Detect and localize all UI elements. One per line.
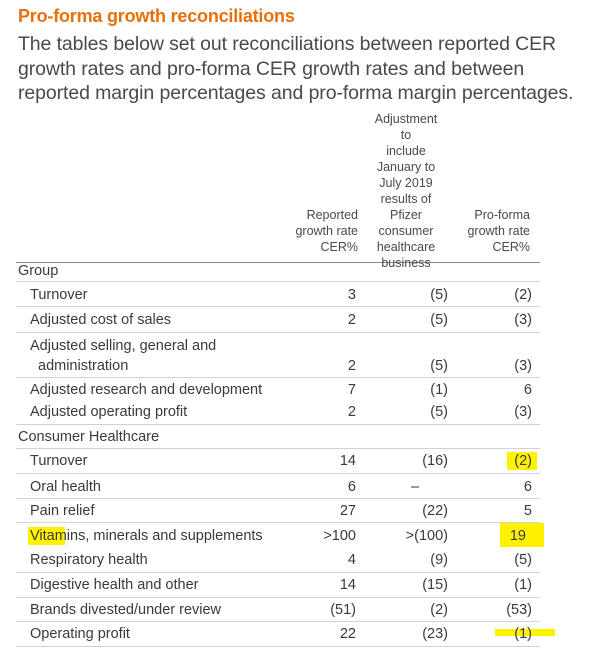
section-title: Pro-forma growth reconciliations	[18, 6, 295, 26]
row-divider	[16, 448, 540, 449]
header-divider	[16, 262, 540, 263]
row-divider	[16, 377, 540, 378]
col-header-reported: Reported growth rate CER%	[295, 208, 358, 254]
row-divider	[16, 597, 540, 598]
row-divider	[16, 424, 540, 425]
row-divider	[16, 522, 540, 523]
row-divider	[16, 498, 540, 499]
row-divider	[16, 332, 540, 333]
col-header-proforma: Pro-forma growth rate CER%	[467, 208, 530, 254]
row-divider	[16, 646, 540, 647]
row-divider	[16, 281, 540, 282]
row-divider	[16, 572, 540, 573]
row-divider	[16, 621, 540, 622]
row-divider	[16, 306, 540, 307]
col-header-adjustment: Adjustment to include January to July 2019 results of Pfizer consumer healthcare business	[374, 112, 438, 270]
row-divider	[16, 473, 540, 474]
intro-paragraph: The tables below set out reconciliations between reported CER growth rates and pro-forma CER growth rates and between reported margin percentages and pro-forma margin percentages.	[18, 33, 574, 104]
